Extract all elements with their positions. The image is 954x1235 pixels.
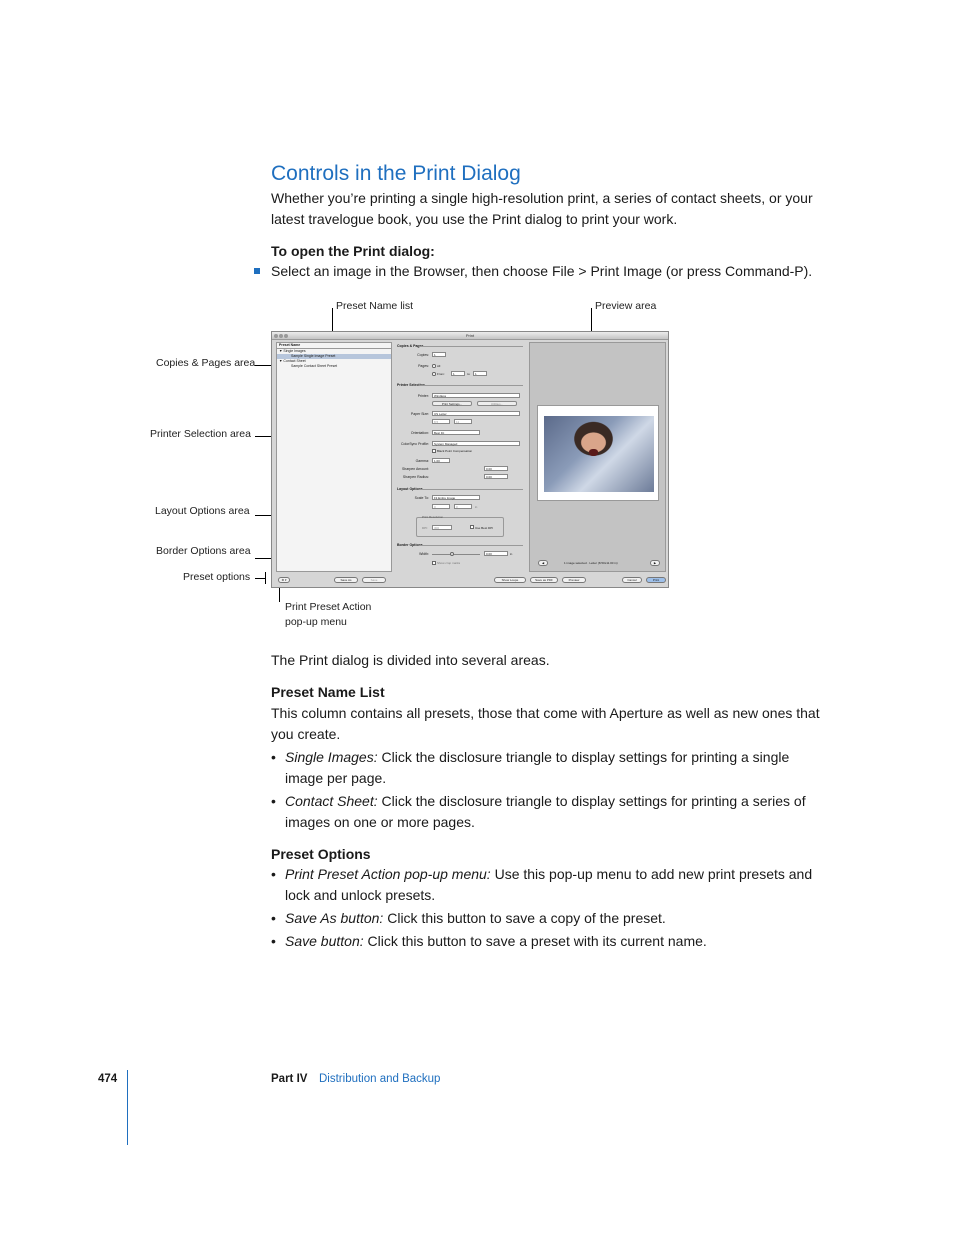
copies-label: Copies: [417,353,429,357]
description: Click this button to save a preset with its current name. [363,933,707,949]
term: Single Images: [285,749,378,765]
print-settings-button[interactable]: Print Settings... [432,401,472,406]
footer-section-link[interactable]: Distribution and Backup [319,1073,441,1085]
label-preview-area: Preview area [595,300,657,312]
crop-marks-label: Show crop marks [437,561,461,565]
term: Print Preset Action pop-up menu: [285,866,491,882]
description: Click the disclosure triangle to display settings for printing a single image per page. [285,749,790,786]
orientation-label: Orientation: [410,431,429,435]
label-layout-options: Layout Options area [155,505,250,517]
cancel-button[interactable]: Cancel [622,577,642,583]
pages-all-radio[interactable] [432,364,436,368]
crop-marks-checkbox[interactable] [432,561,436,565]
section-heading: Preset Name List [271,684,385,700]
preview-next-icon[interactable]: ▶ [650,560,660,566]
term: Save As button: [285,910,384,926]
sharpen-radius-label: Sharpen Radius: [402,475,429,479]
dialog-title-bar: Print [272,332,668,340]
minimize-icon[interactable] [279,334,283,338]
label-printer-selection: Printer Selection area [150,428,251,440]
use-best-dpi-label: Use Best DPI [475,526,494,530]
term: Save button: [285,933,364,949]
section-body: This column contains all presets, those that come with Aperture as well as new ones that you create. [271,705,820,742]
sharpen-amount-label: Sharpen Amount: [401,467,429,471]
divider [419,545,523,546]
pages-from-radio[interactable] [432,372,436,376]
pages-to-field[interactable]: 1 [473,371,487,376]
preset-item-contact[interactable]: Sample Contact Sheet Preset [291,364,338,368]
paper-size-select[interactable]: US Letter [432,411,520,416]
copies-field[interactable]: 1 [432,352,446,357]
pages-all-label: All [437,364,441,368]
preview-page [537,405,659,501]
border-width-slider[interactable] [432,554,480,555]
dpi-label: DPI: [422,526,428,530]
list-item [271,747,831,788]
footer-part: Part IV [271,1073,308,1085]
scale-label: Scale To: [414,496,429,500]
label-print-preset-action-2: pop-up menu [285,616,347,628]
callout-line [265,572,266,584]
scale-select[interactable]: Fit Entire Image [432,495,480,500]
print-preset-action-menu[interactable]: ⚙ ▾ [278,577,290,583]
bullet-dot-icon: • [271,933,276,949]
utilities-button[interactable]: Utilities... [477,401,517,406]
preset-name-list [276,342,392,572]
task-heading: To open the Print dialog: [271,243,435,259]
list-item [271,791,831,832]
border-options-header: Border Options [397,543,423,547]
printer-select[interactable]: Windless [432,393,520,398]
preview-photo [544,416,654,492]
preview-button[interactable]: Preview [562,577,586,583]
divider [419,385,523,386]
pages-from-field[interactable]: 1 [451,371,465,376]
border-unit: in [510,552,513,556]
callout-line [255,578,265,579]
preset-item-single[interactable]: Sample Single Image Preset [277,354,391,359]
orientation-select[interactable]: Best Fit [432,430,480,435]
preview-prev-icon[interactable]: ◀ [538,560,548,566]
square-bullet-icon [254,268,260,274]
print-resolution-label: Print Resolution [422,515,444,519]
save-as-button[interactable]: Save As [334,577,358,583]
bullet-dot-icon: • [271,749,276,765]
photo-detail [589,449,598,456]
show-loupe-button[interactable]: Show Loupe [494,577,526,583]
colorsync-label: ColorSync Profile: [400,442,429,446]
settings-panel [395,342,525,572]
layout-height-field[interactable]: 0 [454,504,472,509]
label-preset-options: Preset options [183,571,251,583]
close-icon[interactable] [274,334,278,338]
sharpen-amount-field[interactable]: 0.00 [484,466,508,471]
label-border-options: Border Options area [156,545,251,557]
printer-label: Printer: [417,394,429,398]
copies-pages-header: Copies & Pages [397,344,424,348]
footer-divider [127,1070,128,1145]
bullet-dot-icon: • [271,793,276,809]
label-preset-name-list: Preset Name list [336,300,414,312]
bpc-checkbox[interactable] [432,449,436,453]
save-button[interactable]: Save [362,577,386,583]
paper-height-field[interactable]: 11 [454,419,472,424]
label-copies-pages: Copies & Pages area [156,357,256,369]
save-as-pdf-button[interactable]: Save as PDF [530,577,558,583]
sharpen-radius-field[interactable]: 0.00 [484,474,508,479]
border-width-label: Width: [419,552,429,556]
paper-size-label: Paper Size: [410,412,429,416]
intro-paragraph: Whether you’re printing a single high-resolution print, a series of contact sheets, or your latest travelogue book, you use the Print dialog to print your work. [271,190,813,227]
border-width-field[interactable]: 0.00 [484,551,508,556]
description: Use this pop-up menu to add new print presets and lock and unlock presets. [285,866,813,903]
preview-status: 1 image selected · Letter (8.50x11.00 in) [564,561,618,565]
task-step: Select an image in the Browser, then choose File > Print Image (or press Command-P). [271,263,813,279]
pages-from-label: From: [437,372,445,376]
layout-unit: in [475,505,478,509]
paper-width-field[interactable]: 8.5 [432,419,450,424]
use-best-dpi-checkbox[interactable] [470,525,474,529]
term: Contact Sheet: [285,793,378,809]
preset-group-contact[interactable]: ▼ Contact Sheet [279,359,306,363]
label-print-preset-action-1: Print Preset Action [285,601,372,613]
print-dialog [271,331,669,588]
page-title: Controls in the Print Dialog [271,162,521,185]
dpi-field[interactable]: 300 [432,525,452,530]
pages-to-label: to: [467,372,471,376]
preset-group-single[interactable]: ▼ Single Images [279,349,306,353]
preview-area [529,342,666,572]
preset-list-header: Preset Name [277,343,391,349]
divider [419,489,523,490]
list-item [271,931,831,952]
description: Click the disclosure triangle to display settings for printing a series of images on one or more pages. [285,793,806,830]
divider [419,346,523,347]
slider-thumb[interactable] [450,552,454,556]
figure-caption: The Print dialog is divided into several areas. [271,652,550,668]
bpc-label: Black Point Compensation [437,449,473,453]
page-number: 474 [98,1073,118,1085]
pages-label: Pages: [418,364,429,368]
list-item [271,908,831,929]
section-heading: Preset Options [271,846,371,862]
gamma-field[interactable]: 1.00 [432,458,450,463]
list-item [271,864,831,905]
print-button[interactable]: Print [646,577,666,583]
description: Click this button to save a copy of the preset. [383,910,666,926]
zoom-icon[interactable] [284,334,288,338]
gamma-label: Gamma: [415,459,429,463]
colorsync-select[interactable]: System Managed [432,441,520,446]
layout-options-header: Layout Options [397,487,423,491]
layout-width-field[interactable]: 0 [432,504,450,509]
printer-selection-header: Printer Selection [397,383,425,387]
bullet-dot-icon: • [271,910,276,926]
bullet-dot-icon: • [271,866,276,882]
